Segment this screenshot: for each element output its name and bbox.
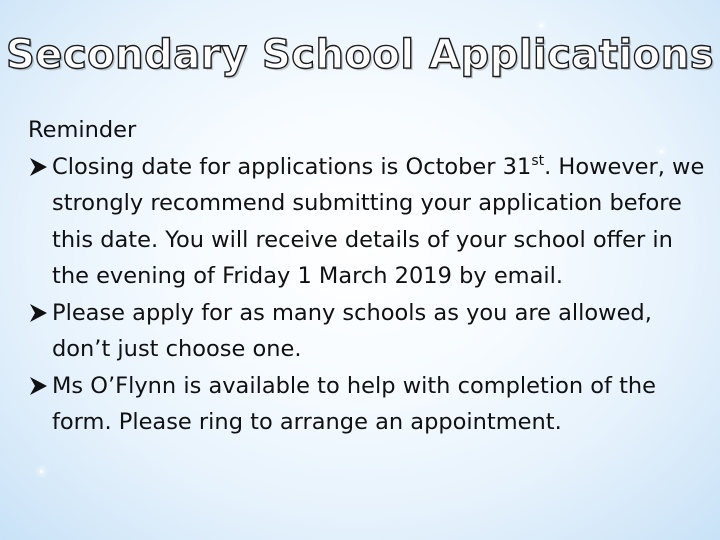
arrow-bullet-icon [28, 368, 52, 404]
bullet-text-closing-date-rest: . However, we strongly recommend submitting your application before this date. You will receive details of your school offer in the evening of Friday 1 March 2019 by email. [52, 153, 705, 289]
bullet-list [28, 149, 708, 441]
reminder-label: Reminder [28, 117, 137, 143]
bullet-text-apply-many: Please apply for as many schools as you are allowed, don’t just choose one. [52, 299, 652, 362]
bullet-item-closing-date [28, 149, 708, 295]
bullet-text-closing-date-start: Closing date for applications is October 31 [52, 153, 532, 180]
bullet-text-help-contact: Ms O’Flynn is available to help with completion of the form. Please ring to arrange an appointment. [52, 372, 657, 435]
sparkle-decoration [40, 470, 43, 473]
sparkle-decoration [540, 24, 543, 27]
bullet-item-help-contact [28, 368, 708, 441]
bullet-item-apply-many [28, 295, 708, 368]
arrow-bullet-icon [28, 149, 52, 185]
slide-title: Secondary School Applications [6, 32, 714, 78]
arrow-bullet-icon [28, 295, 52, 331]
ordinal-suffix: st [531, 152, 545, 169]
slide-body [28, 112, 708, 441]
